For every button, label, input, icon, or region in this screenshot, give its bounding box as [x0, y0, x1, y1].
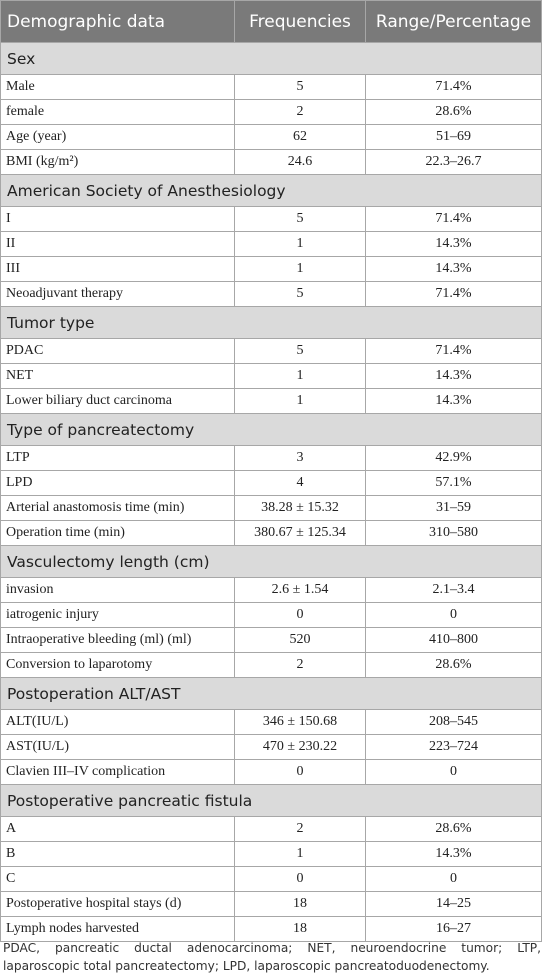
frequency-cell: 0 [235, 867, 366, 892]
range-percentage-cell: 14.3% [366, 257, 542, 282]
table-row [1, 917, 542, 942]
section-header-row [1, 678, 542, 710]
range-percentage-cell: 0 [366, 867, 542, 892]
table-row [1, 817, 542, 842]
range-percentage-cell: 2.1–3.4 [366, 578, 542, 603]
frequency-cell: 5 [235, 207, 366, 232]
row-label: I [1, 207, 235, 232]
range-percentage-cell: 310–580 [366, 521, 542, 546]
range-percentage-cell: 0 [366, 603, 542, 628]
frequency-cell: 1 [235, 389, 366, 414]
table-row [1, 100, 542, 125]
range-percentage-cell: 223–724 [366, 735, 542, 760]
row-label: Conversion to laparotomy [1, 653, 235, 678]
range-percentage-cell: 71.4% [366, 75, 542, 100]
frequency-cell: 18 [235, 892, 366, 917]
range-percentage-cell: 14–25 [366, 892, 542, 917]
table-row [1, 389, 542, 414]
range-percentage-cell: 22.3–26.7 [366, 150, 542, 175]
frequency-cell: 346 ± 150.68 [235, 710, 366, 735]
table-body [1, 43, 542, 942]
range-percentage-cell: 410–800 [366, 628, 542, 653]
row-label: II [1, 232, 235, 257]
row-label: Postoperative hospital stays (d) [1, 892, 235, 917]
range-percentage-cell: 71.4% [366, 282, 542, 307]
table-row [1, 628, 542, 653]
section-title: American Society of Anesthesiology [1, 175, 542, 207]
range-percentage-cell: 71.4% [366, 207, 542, 232]
frequency-cell: 380.67 ± 125.34 [235, 521, 366, 546]
column-header: Range/Percentage [366, 1, 542, 43]
frequency-cell: 1 [235, 232, 366, 257]
table-row [1, 232, 542, 257]
frequency-cell: 0 [235, 603, 366, 628]
range-percentage-cell: 42.9% [366, 446, 542, 471]
row-label: AST(IU/L) [1, 735, 235, 760]
frequency-cell: 24.6 [235, 150, 366, 175]
row-label: iatrogenic injury [1, 603, 235, 628]
section-title: Vasculectomy length (cm) [1, 546, 542, 578]
range-percentage-cell: 0 [366, 760, 542, 785]
frequency-cell: 38.28 ± 15.32 [235, 496, 366, 521]
table-row [1, 760, 542, 785]
row-label: A [1, 817, 235, 842]
row-label: BMI (kg/m²) [1, 150, 235, 175]
section-title: Postoperative pancreatic fistula [1, 785, 542, 817]
table-header-row [1, 1, 542, 43]
table-row [1, 282, 542, 307]
section-header-row [1, 546, 542, 578]
range-percentage-cell: 57.1% [366, 471, 542, 496]
range-percentage-cell: 14.3% [366, 364, 542, 389]
range-percentage-cell: 28.6% [366, 653, 542, 678]
table-row [1, 603, 542, 628]
range-percentage-cell: 14.3% [366, 232, 542, 257]
frequency-cell: 1 [235, 257, 366, 282]
row-label: Lower biliary duct carcinoma [1, 389, 235, 414]
frequency-cell: 5 [235, 339, 366, 364]
range-percentage-cell: 208–545 [366, 710, 542, 735]
table-row [1, 710, 542, 735]
section-header-row [1, 414, 542, 446]
range-percentage-cell: 28.6% [366, 100, 542, 125]
row-label: LTP [1, 446, 235, 471]
frequency-cell: 5 [235, 75, 366, 100]
row-label: Operation time (min) [1, 521, 235, 546]
table-row [1, 842, 542, 867]
row-label: B [1, 842, 235, 867]
row-label: Intraoperative bleeding (ml) (ml) [1, 628, 235, 653]
row-label: C [1, 867, 235, 892]
table-row [1, 75, 542, 100]
row-label: Neoadjuvant therapy [1, 282, 235, 307]
frequency-cell: 2 [235, 100, 366, 125]
table-row [1, 339, 542, 364]
row-label: Lymph nodes harvested [1, 917, 235, 942]
range-percentage-cell: 51–69 [366, 125, 542, 150]
range-percentage-cell: 14.3% [366, 842, 542, 867]
table-row [1, 364, 542, 389]
table-row [1, 867, 542, 892]
row-label: III [1, 257, 235, 282]
frequency-cell: 2.6 ± 1.54 [235, 578, 366, 603]
table-row [1, 521, 542, 546]
table-footnote: PDAC, pancreatic ductal adenocarcinoma; NET, neuroendocrine tumor; LTP, laparoscopic total pancreatectomy; LPD, laparoscopic pancreatoduodenectomy. [3, 941, 541, 973]
frequency-cell: 2 [235, 653, 366, 678]
row-label: ALT(IU/L) [1, 710, 235, 735]
section-header-row [1, 175, 542, 207]
row-label: Arterial anastomosis time (min) [1, 496, 235, 521]
section-header-row [1, 43, 542, 75]
frequency-cell: 1 [235, 364, 366, 389]
section-title: Sex [1, 43, 542, 75]
frequency-cell: 18 [235, 917, 366, 942]
range-percentage-cell: 28.6% [366, 817, 542, 842]
row-label: LPD [1, 471, 235, 496]
table-row [1, 471, 542, 496]
table-row [1, 207, 542, 232]
column-header: Frequencies [235, 1, 366, 43]
range-percentage-cell: 71.4% [366, 339, 542, 364]
frequency-cell: 470 ± 230.22 [235, 735, 366, 760]
range-percentage-cell: 31–59 [366, 496, 542, 521]
frequency-cell: 4 [235, 471, 366, 496]
table-row [1, 578, 542, 603]
table-row [1, 892, 542, 917]
frequency-cell: 520 [235, 628, 366, 653]
table-row [1, 653, 542, 678]
row-label: PDAC [1, 339, 235, 364]
section-title: Type of pancreatectomy [1, 414, 542, 446]
section-header-row [1, 307, 542, 339]
table-row [1, 496, 542, 521]
frequency-cell: 3 [235, 446, 366, 471]
row-label: NET [1, 364, 235, 389]
section-title: Tumor type [1, 307, 542, 339]
section-header-row [1, 785, 542, 817]
table-row [1, 150, 542, 175]
frequency-cell: 0 [235, 760, 366, 785]
table-row [1, 446, 542, 471]
table-row [1, 735, 542, 760]
frequency-cell: 62 [235, 125, 366, 150]
section-title: Postoperation ALT/AST [1, 678, 542, 710]
range-percentage-cell: 14.3% [366, 389, 542, 414]
row-label: Male [1, 75, 235, 100]
row-label: Clavien III–IV complication [1, 760, 235, 785]
frequency-cell: 5 [235, 282, 366, 307]
frequency-cell: 2 [235, 817, 366, 842]
table-row [1, 257, 542, 282]
frequency-cell: 1 [235, 842, 366, 867]
row-label: invasion [1, 578, 235, 603]
table-row [1, 125, 542, 150]
row-label: female [1, 100, 235, 125]
range-percentage-cell: 16–27 [366, 917, 542, 942]
row-label: Age (year) [1, 125, 235, 150]
column-header: Demographic data [1, 1, 235, 43]
